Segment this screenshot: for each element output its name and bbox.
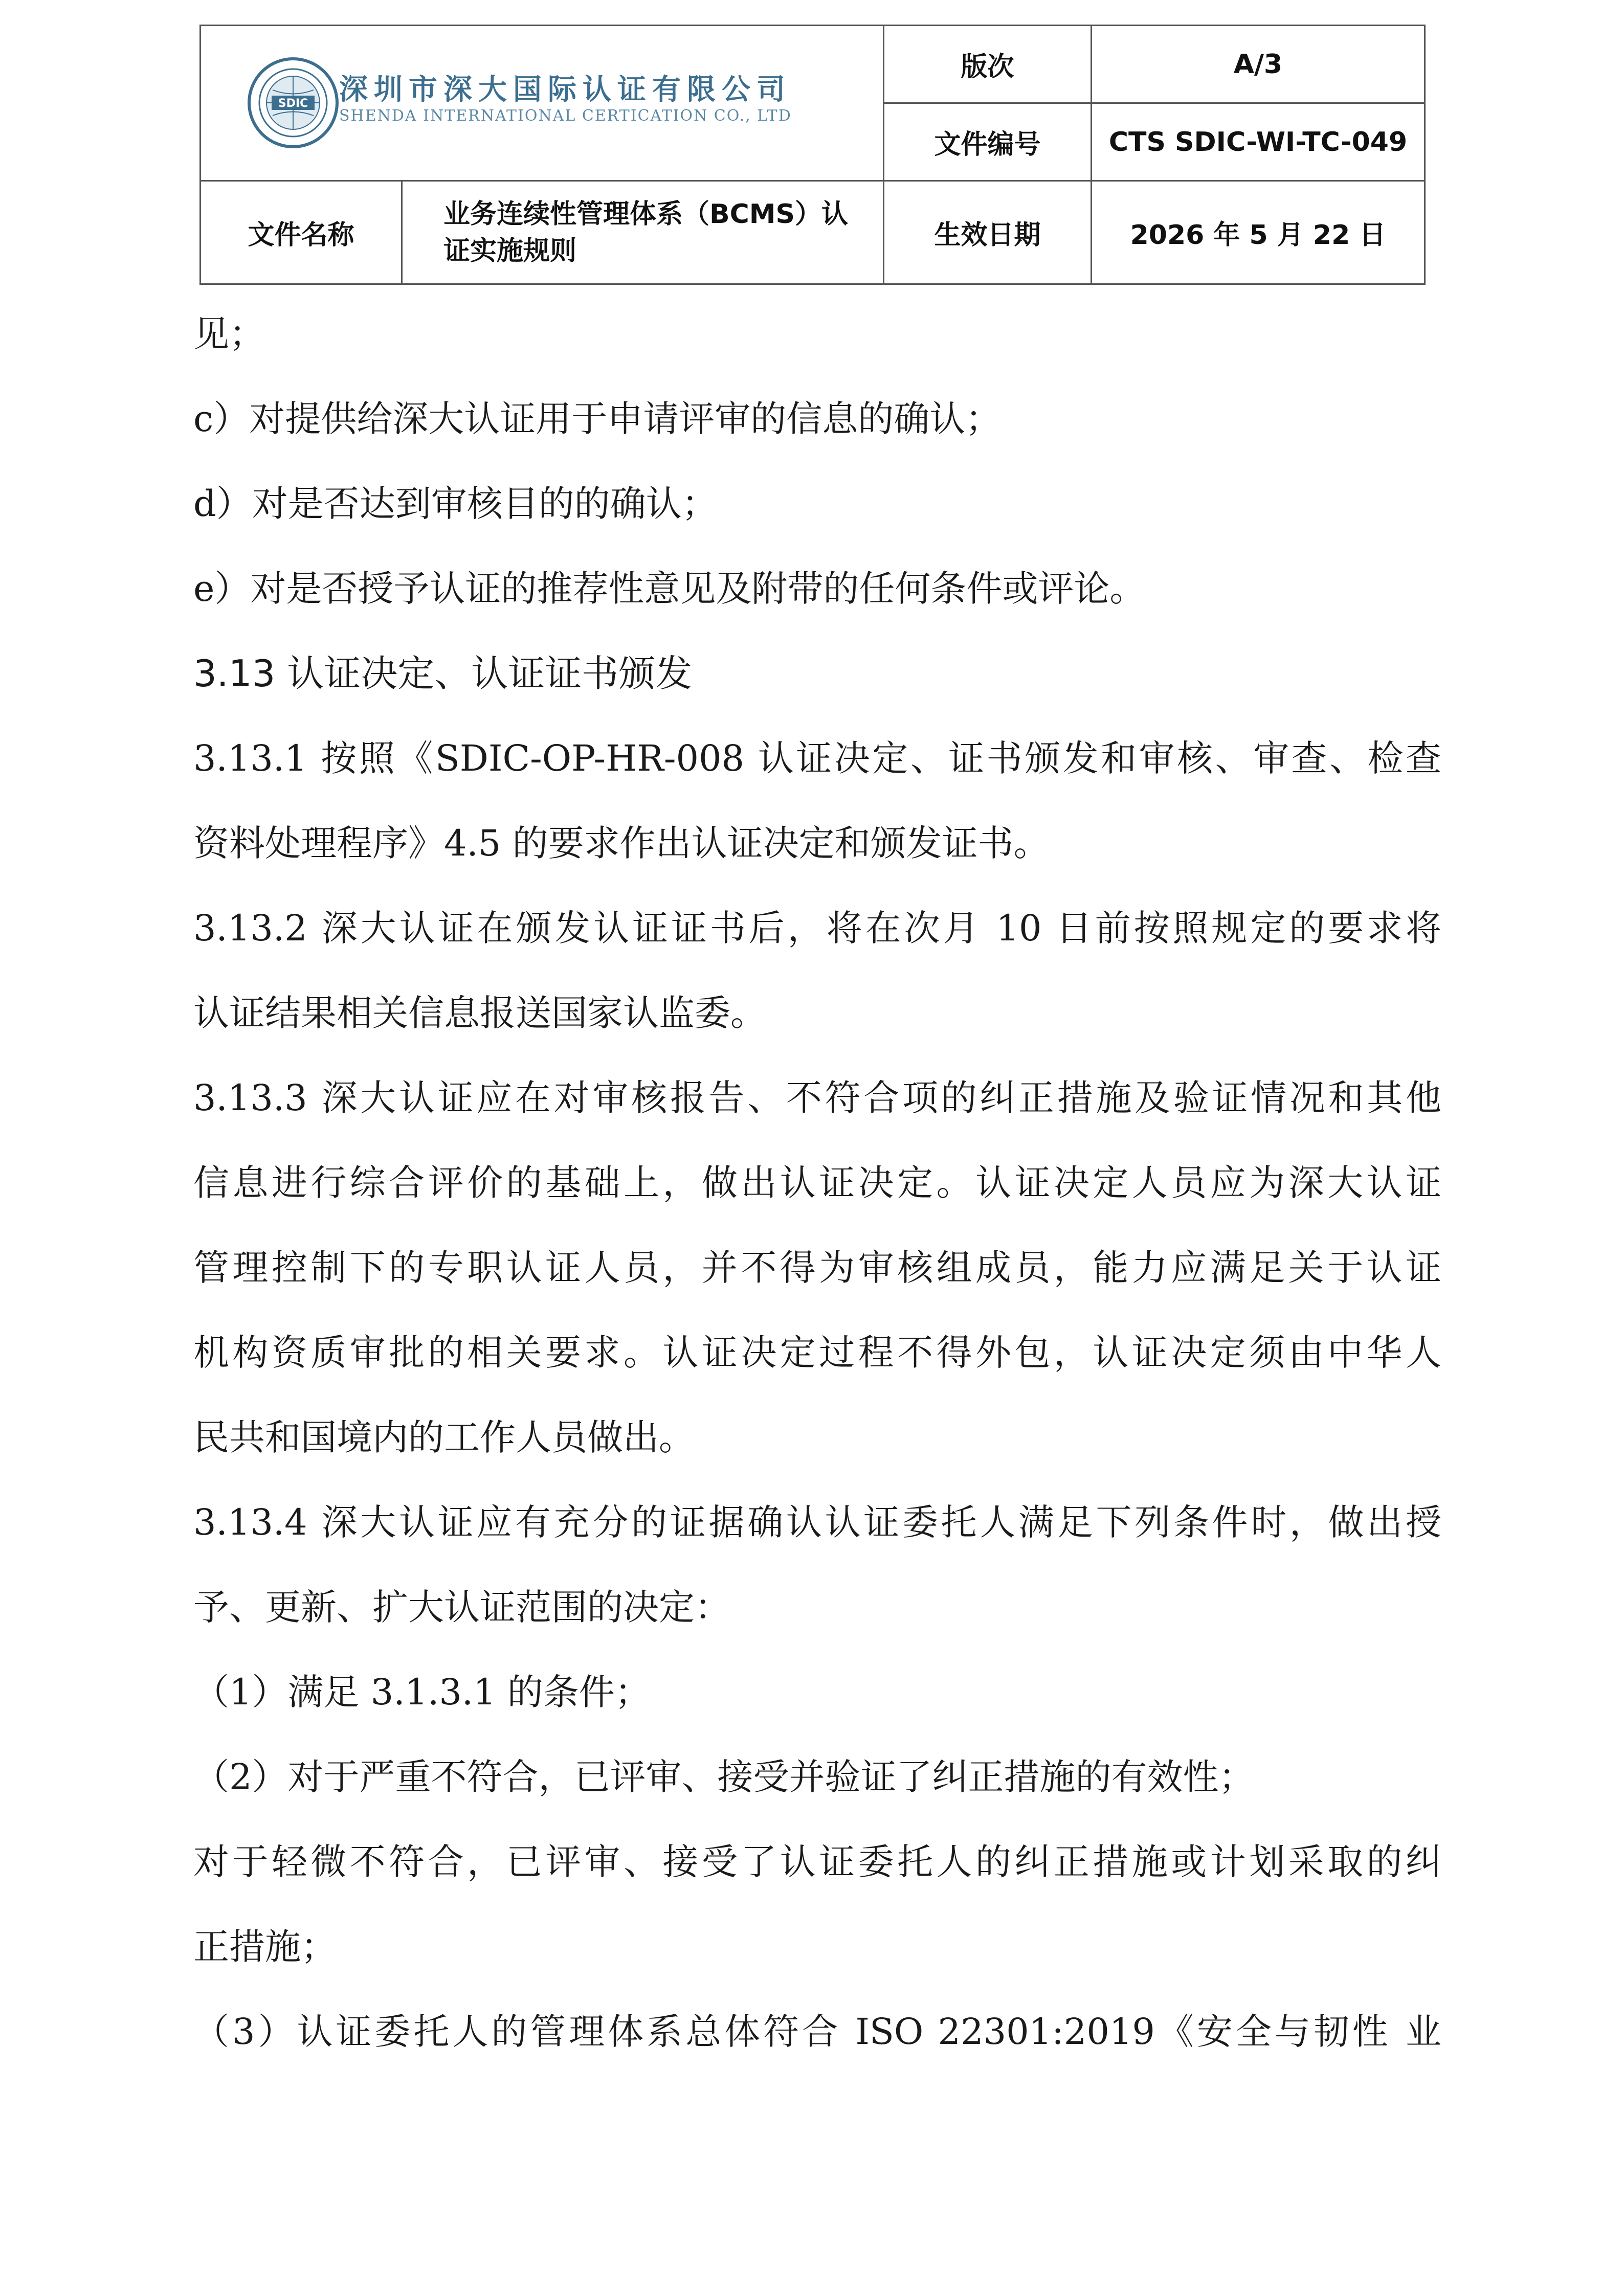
body-line: d）对是否达到审核目的的确认；: [193, 483, 718, 525]
body-line: 对于轻微不符合，已评审、接受了认证委托人的纠正措施或计划采取的纠: [193, 1841, 1441, 1883]
company-logo-cell: [201, 26, 884, 181]
logo-text: SDIC: [278, 97, 308, 110]
body-line: e）对是否授予认证的推荐性意见及附带的任何条件或评论。: [193, 568, 1146, 610]
body-line: 3.13.2 深大认证在颁发认证证书后，将在次月 10 日前按照规定的要求将: [193, 907, 1441, 949]
doc-number-value: CTS SDIC-WI-TC-049: [1092, 103, 1425, 181]
body-line: 3.13.1 按照《SDIC-OP-HR-008 认证决定、证书颁发和审核、审查、检查: [193, 737, 1441, 779]
company-name-en: SHENDA INTERNATIONAL CERTICATION CO., LTD: [339, 107, 792, 125]
company-logo-icon: [247, 57, 339, 149]
body-line: （2）对于严重不符合，已评审、接受并验证了纠正措施的有效性；: [193, 1756, 1255, 1798]
company-name-cn: 深圳市深大国际认证有限公司: [339, 73, 791, 106]
body-line: 管理控制下的专职认证人员，并不得为审核组成员，能力应满足关于认证: [193, 1247, 1441, 1289]
version-label: 版次: [884, 26, 1092, 103]
body-line: 正措施；: [193, 1926, 337, 1968]
body-line: c）对提供给深大认证用于申请评审的信息的确认；: [193, 398, 1002, 440]
doc-name-line-1: 业务连续性管理体系（BCMS）认: [443, 198, 848, 230]
document-header-table: [199, 25, 1426, 285]
doc-name-label: 文件名称: [201, 181, 402, 284]
version-value: A/3: [1092, 26, 1425, 103]
body-line: 信息进行综合评价的基础上，做出认证决定。认证决定人员应为深大认证: [193, 1162, 1441, 1204]
body-line: 机构资质审批的相关要求。认证决定过程不得外包，认证决定须由中华人: [193, 1332, 1441, 1374]
doc-name-line-2: 证实施规则: [443, 235, 577, 266]
doc-number-label: 文件编号: [884, 103, 1092, 181]
section-heading: 3.13 认证决定、认证证书颁发: [193, 652, 693, 695]
effective-date-label: 生效日期: [884, 181, 1092, 284]
body-line: 3.13.4 深大认证应有充分的证据确认认证委托人满足下列条件时，做出授: [193, 1501, 1441, 1543]
body-line: 见；: [193, 313, 265, 355]
body-line: 资料处理程序》4.5 的要求作出认证决定和颁发证书。: [193, 822, 1050, 864]
document-body: [193, 291, 1441, 2074]
body-line: 认证结果相关信息报送国家认监委。: [193, 992, 766, 1034]
doc-name-value: [402, 181, 884, 284]
body-line: 3.13.3 深大认证应在对审核报告、不符合项的纠正措施及验证情况和其他: [193, 1077, 1441, 1119]
effective-date-value: 2026 年 5 月 22 日: [1092, 181, 1425, 284]
body-line: 民共和国境内的工作人员做出。: [193, 1416, 695, 1458]
body-line: 予、更新、扩大认证范围的决定：: [193, 1586, 730, 1628]
body-line: （1）满足 3.1.3.1 的条件；: [193, 1671, 651, 1713]
body-line: （3）认证委托人的管理体系总体符合 ISO 22301:2019《安全与韧性 业: [193, 2011, 1441, 2053]
